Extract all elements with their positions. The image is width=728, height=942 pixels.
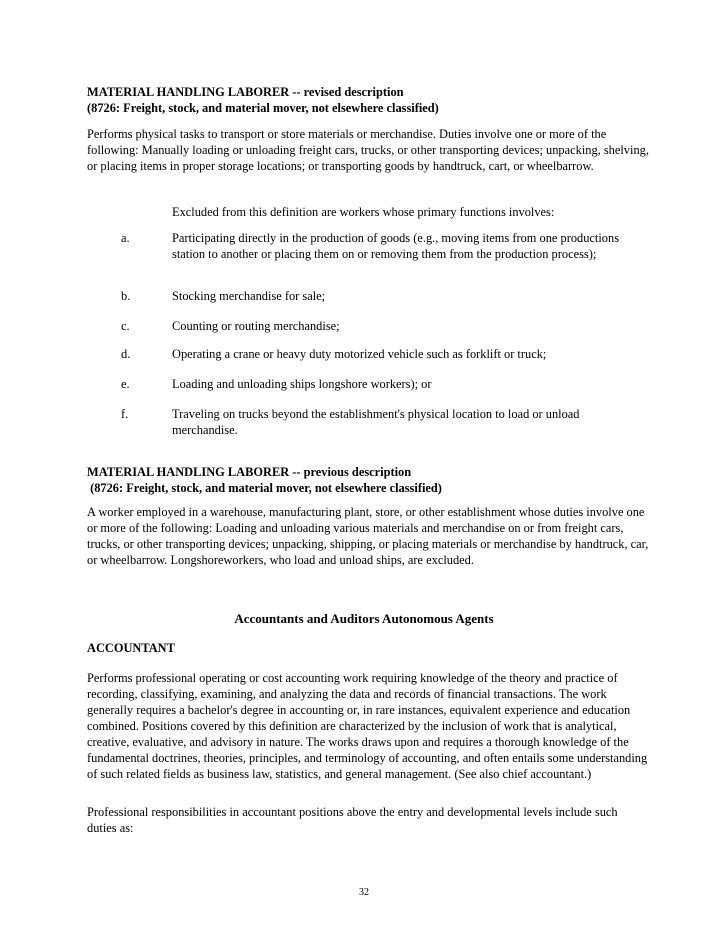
list-text: Loading and unloading ships longshore workers); or	[172, 377, 432, 391]
list-text: Counting or routing merchandise;	[172, 319, 340, 333]
revised-description-paragraph: Performs physical tasks to transport or store materials or merchandise. Duties involve one or more of the following: Manually loading or unloading freight cars, trucks, or other transporting devices; unpacking, shelving, or placing items in proper storage locations; or transporting goods by handtruck, cart, or wheelbarrow.	[87, 127, 649, 173]
section-subtitle-previous: (8726: Freight, stock, and material mover, not elsewhere classified)	[87, 481, 442, 495]
section-heading-accountants: Accountants and Auditors Autonomous Agents	[234, 611, 494, 626]
section-title-revised: MATERIAL HANDLING LABORER -- revised description	[87, 85, 404, 99]
exclusion-intro: Excluded from this definition are workers whose primary functions involves:	[172, 205, 555, 219]
previous-description-paragraph: A worker employed in a warehouse, manufacturing plant, store, or other establishment whose duties involve one or more of the following: Loading and unloading various materials and merchandise on or from freight cars, trucks, or other transporting devices; unpacking, shipping, or placing materials or merchandise by handtruck, car, or wheelbarrow. Longshoreworkers, who load and unload ships, are excluded.	[87, 505, 649, 567]
page-number: 32	[359, 887, 369, 898]
list-letter: b.	[121, 289, 131, 303]
list-text: Traveling on trucks beyond the establishment's physical location to load or unload merchandise.	[172, 407, 580, 437]
list-text: Participating directly in the production of goods (e.g., moving items from one productions station to another or placing them on or removing them from the production process);	[172, 231, 620, 261]
list-item	[0, 230, 728, 278]
section-title-previous: MATERIAL HANDLING LABORER -- previous description	[87, 465, 412, 479]
list-letter: a.	[121, 231, 130, 245]
list-letter: f.	[121, 407, 129, 421]
accountant-description-paragraph: Performs professional operating or cost accounting work requiring knowledge of the theory and practice of recording, classifying, examining, and analyzing the data and records of financial transactions. The work generally requires a bachelor's degree in accounting or, in rare instances, equivalent experience and education combined. Positions covered by this definition are characterized by the inclusion of work that is analytical, creative, evaluative, and advisory in nature. The works draws upon and requires a thorough knowledge of the fundamental doctrines, theories, principles, and terminology of accounting, and often entails some understanding of such related fields as business law, statistics, and general management. (See also chief accountant.)	[87, 671, 648, 781]
list-text: Operating a crane or heavy duty motorized vehicle such as forklift or truck;	[172, 347, 547, 361]
list-text: Stocking merchandise for sale;	[172, 289, 326, 303]
accountant-duties-intro: Professional responsibilities in accountant positions above the entry and developmental levels include such duties as:	[87, 805, 618, 835]
accountant-title: ACCOUNTANT	[87, 641, 175, 655]
list-letter: c.	[121, 319, 130, 333]
list-item	[0, 406, 728, 454]
list-letter: d.	[121, 347, 131, 361]
section-subtitle-revised: (8726: Freight, stock, and material mover, not elsewhere classified)	[87, 101, 439, 115]
list-letter: e.	[121, 377, 130, 391]
